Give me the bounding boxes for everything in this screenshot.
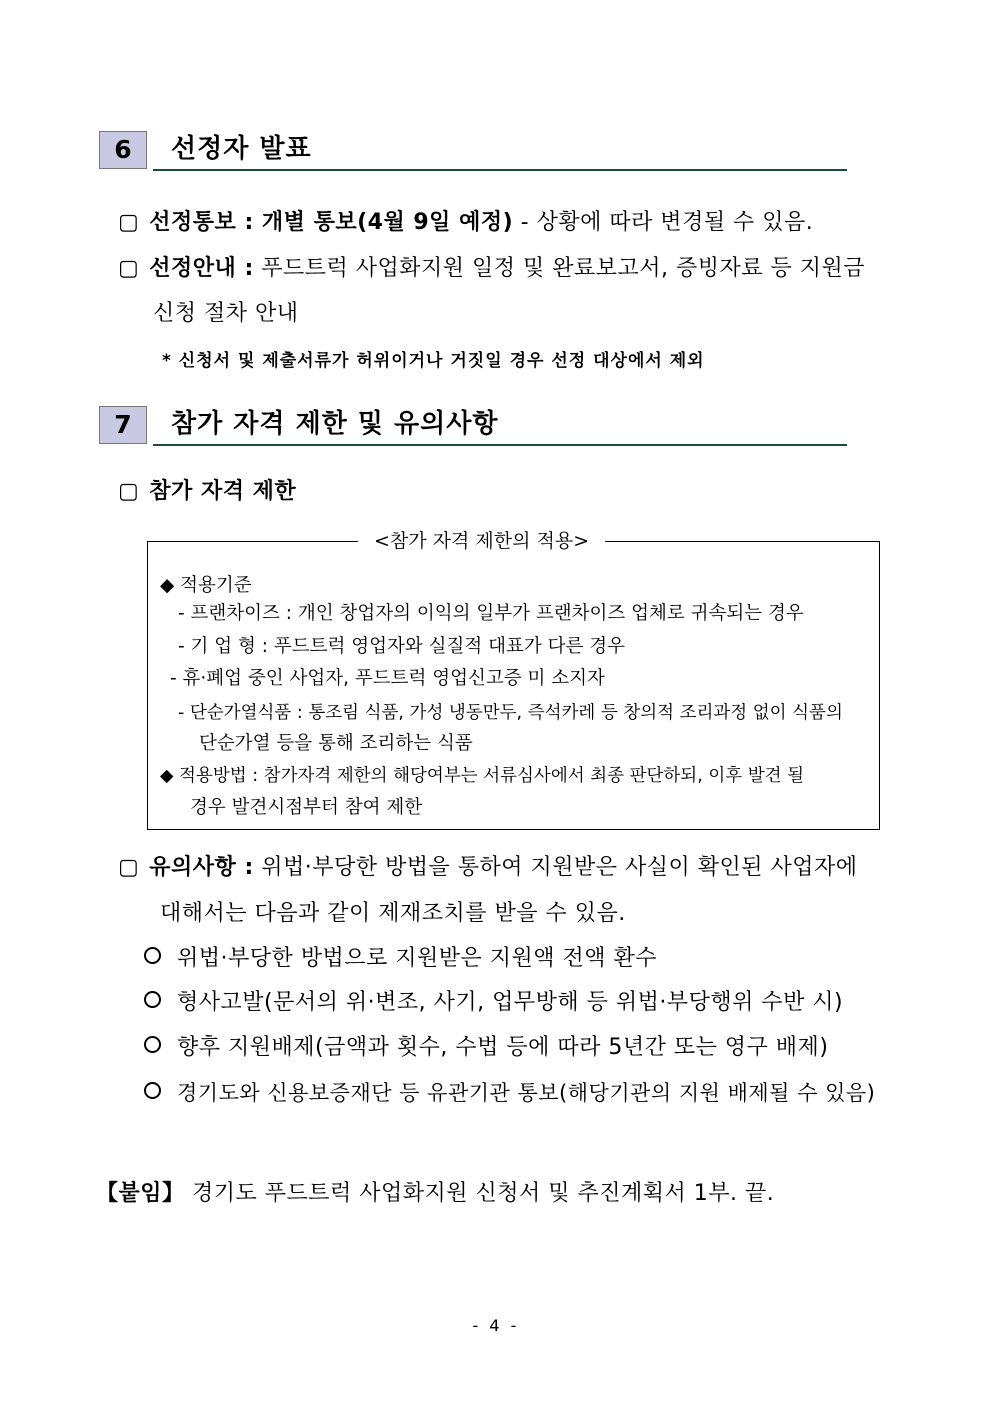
selection-notice-item — [118, 207, 813, 239]
attachment-label: 【붙임】 — [96, 1181, 185, 1206]
checkbox-bullet-icon: ▢ — [118, 479, 140, 504]
section-underline — [153, 169, 847, 171]
box-line: ◆ 적용기준 — [160, 575, 252, 596]
box-line: 경우 발견시점부터 참여 제한 — [190, 797, 423, 818]
participation-limit-box — [147, 530, 880, 830]
page-number: - 4 - — [472, 1316, 520, 1335]
participation-limit-item — [118, 476, 296, 508]
sanction-text: 향후 지원배제(금액과 횟수, 수법 등에 따라 5년간 또는 영구 배제) — [177, 1035, 829, 1060]
sanction-item — [144, 943, 657, 975]
section-number: 6 — [99, 131, 147, 169]
sanction-item — [144, 1077, 875, 1109]
section-title: 참가 자격 제한 및 유의사항 — [171, 409, 499, 439]
section-6-header — [99, 131, 847, 171]
caution-item — [118, 852, 858, 884]
item-label: 참가 자격 제한 — [149, 479, 297, 504]
box-title: <참가 자격 제한의 적용> — [358, 528, 605, 554]
section-underline — [153, 444, 847, 446]
disqualification-note: * 신청서 및 제출서류가 허위이거나 거짓일 경우 선정 대상에서 제외 — [162, 351, 705, 371]
box-line: - 기 업 형 : 푸드트럭 영업자와 실질적 대표가 다른 경우 — [178, 636, 626, 657]
box-line: ◆ 적용방법 : 참가자격 제한의 해당여부는 서류심사에서 최종 판단하되, 이후 발견 될 — [160, 766, 804, 786]
sanction-item — [144, 1032, 828, 1064]
item-label: 선정안내 : — [149, 256, 254, 281]
attachment-line — [96, 1178, 774, 1210]
item-text: 푸드트럭 사업화지원 일정 및 완료보고서, 증빙자료 등 지원금 — [253, 256, 866, 281]
box-line: 단순가열 등을 통해 조리하는 식품 — [199, 733, 473, 754]
item-label: 선정통보 : 개별 통보(4월 9일 예정) — [149, 210, 514, 235]
circle-bullet-icon — [144, 1036, 161, 1053]
circle-bullet-icon — [144, 991, 161, 1008]
box-line: - 단순가열식품 : 통조림 식품, 가성 냉동만두, 즉석카레 등 창의적 조리과정 없이 식품의 — [178, 703, 843, 723]
box-line: - 프랜차이즈 : 개인 창업자의 이익의 일부가 프랜차이즈 업체로 귀속되는 경우 — [178, 603, 804, 624]
selection-guide-item — [118, 253, 865, 285]
sanction-text: 경기도와 신용보증재단 등 유관기관 통보(해당기관의 지원 배제될 수 있음) — [177, 1081, 876, 1105]
section-title: 선정자 발표 — [171, 134, 312, 164]
checkbox-bullet-icon: ▢ — [118, 210, 140, 235]
attachment-text: 경기도 푸드트럭 사업화지원 신청서 및 추진계획서 1부. 끝. — [184, 1181, 775, 1206]
sanction-item — [144, 987, 843, 1019]
selection-guide-continuation: 신청 절차 안내 — [153, 301, 299, 326]
box-line: - 휴·폐업 중인 사업자, 푸드트럭 영업신고증 미 소지자 — [170, 668, 605, 689]
item-text: 위법·부당한 방법을 통하여 지원받은 사실이 확인된 사업자에 — [253, 855, 858, 880]
checkbox-bullet-icon: ▢ — [118, 855, 140, 880]
checkbox-bullet-icon: ▢ — [118, 256, 140, 281]
caution-continuation: 대해서는 다음과 같이 제재조치를 받을 수 있음. — [160, 901, 626, 926]
section-number: 7 — [99, 406, 147, 444]
item-text: - 상황에 따라 변경될 수 있음. — [513, 210, 814, 235]
section-7-header — [99, 406, 847, 446]
item-label: 유의사항 : — [149, 855, 254, 880]
circle-bullet-icon — [144, 947, 161, 964]
sanction-text: 위법·부당한 방법으로 지원받은 지원액 전액 환수 — [177, 946, 658, 971]
circle-bullet-icon — [144, 1082, 161, 1099]
sanction-text: 형사고발(문서의 위·변조, 사기, 업무방해 등 위법·부당행위 수반 시) — [177, 990, 844, 1015]
